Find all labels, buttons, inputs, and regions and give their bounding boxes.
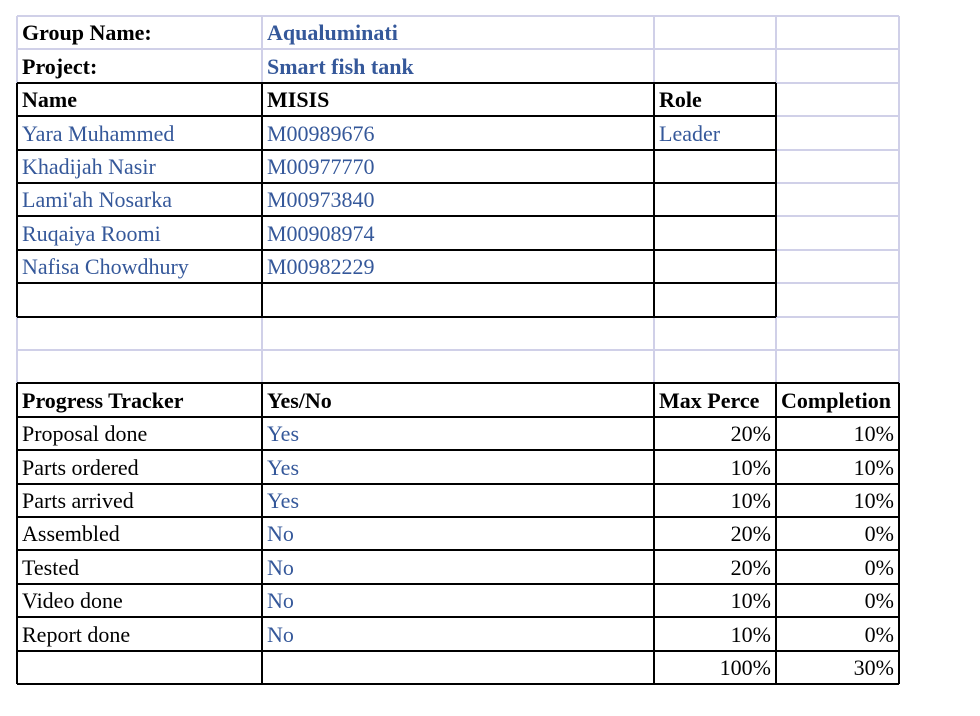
task-completion-text: 0% [864, 622, 894, 647]
task-completion[interactable] [776, 584, 899, 617]
progress-header-text: Progress Tracker [22, 388, 184, 413]
member-name[interactable] [17, 250, 262, 283]
grid-line [17, 349, 899, 351]
task-completion[interactable] [776, 450, 899, 484]
task-name-text: Assembled [22, 521, 120, 546]
task-completion-text: 0% [864, 588, 894, 613]
task-max-percent-text: 20% [730, 421, 771, 446]
task-status-text: No [267, 555, 294, 580]
group-name-label[interactable] [17, 16, 262, 49]
task-status[interactable] [262, 617, 654, 651]
task-status[interactable] [262, 450, 654, 484]
member-name[interactable] [17, 116, 262, 150]
task-completion[interactable] [776, 517, 899, 550]
task-status[interactable] [262, 584, 654, 617]
progress-header-text: Completion [781, 388, 891, 413]
member-misis[interactable] [262, 250, 654, 283]
member-name-text: Lami'ah Nosarka [22, 187, 172, 212]
member-misis[interactable] [262, 150, 654, 183]
member-misis[interactable] [262, 116, 654, 150]
task-completion[interactable] [776, 417, 899, 450]
project-value[interactable] [262, 49, 654, 83]
task-completion-text: 10% [853, 455, 894, 480]
task-completion-text: 0% [864, 521, 894, 546]
member-role[interactable] [654, 150, 776, 183]
task-completion-text: 10% [853, 488, 894, 513]
task-completion[interactable] [776, 484, 899, 517]
total-max-percent[interactable] [654, 651, 776, 684]
task-status-text: Yes [267, 421, 300, 446]
member-misis-text: M00973840 [267, 187, 375, 212]
task-name-text: Proposal done [22, 421, 148, 446]
task-name[interactable] [17, 550, 262, 584]
task-max-percent[interactable] [654, 450, 776, 484]
task-name-text: Video done [22, 588, 123, 613]
task-name-text: Report done [22, 622, 131, 647]
member-name[interactable] [17, 183, 262, 216]
member-misis-text: M00982229 [267, 254, 375, 279]
task-name[interactable] [17, 484, 262, 517]
progress-header-text: Yes/No [267, 388, 332, 413]
progress-header-text: Max Perce [659, 388, 760, 413]
group-name-value[interactable] [262, 16, 654, 49]
member-name-text: Nafisa Chowdhury [22, 254, 189, 279]
task-status-text: No [267, 521, 294, 546]
task-status-text: Yes [267, 488, 300, 513]
member-name-text: Ruqaiya Roomi [22, 221, 161, 246]
task-max-percent[interactable] [654, 517, 776, 550]
task-status[interactable] [262, 484, 654, 517]
task-completion[interactable] [776, 550, 899, 584]
member-role[interactable] [654, 116, 776, 150]
members-header[interactable] [262, 83, 654, 116]
member-name-text: Khadijah Nasir [22, 154, 156, 179]
project-value-text: Smart fish tank [267, 54, 414, 79]
task-max-percent[interactable] [654, 417, 776, 450]
task-max-percent[interactable] [654, 617, 776, 651]
members-header[interactable] [17, 83, 262, 116]
project-label[interactable] [17, 49, 262, 83]
task-completion[interactable] [776, 617, 899, 651]
members-header-text: Role [659, 87, 702, 112]
progress-header[interactable] [654, 383, 776, 417]
task-max-percent-text: 20% [730, 555, 771, 580]
task-max-percent-text: 10% [730, 622, 771, 647]
progress-header[interactable] [776, 383, 899, 417]
task-status-text: No [267, 588, 294, 613]
task-max-percent-text: 10% [730, 455, 771, 480]
task-name-text: Tested [22, 555, 80, 580]
total-completion[interactable] [776, 651, 899, 684]
project-label-text: Project: [22, 54, 98, 79]
task-max-percent-text: 10% [730, 488, 771, 513]
member-misis[interactable] [262, 183, 654, 216]
member-name[interactable] [17, 216, 262, 250]
task-max-percent[interactable] [654, 550, 776, 584]
total-completion-text: 30% [853, 655, 894, 680]
task-status[interactable] [262, 550, 654, 584]
task-max-percent-text: 10% [730, 588, 771, 613]
task-name[interactable] [17, 417, 262, 450]
task-name[interactable] [17, 517, 262, 550]
task-max-percent[interactable] [654, 584, 776, 617]
task-max-percent-text: 20% [730, 521, 771, 546]
task-status-text: Yes [267, 455, 300, 480]
member-name-text: Yara Muhammed [22, 121, 175, 146]
task-status[interactable] [262, 517, 654, 550]
member-role[interactable] [654, 216, 776, 250]
total-max-percent-text: 100% [719, 655, 771, 680]
members-header[interactable] [654, 83, 776, 116]
members-header-text: MISIS [267, 87, 330, 112]
member-role-text: Leader [659, 121, 721, 146]
task-name-text: Parts arrived [22, 488, 134, 513]
member-misis-text: M00977770 [267, 154, 375, 179]
member-misis-text: M00908974 [267, 221, 375, 246]
members-header-text: Name [22, 87, 77, 112]
group-name-value-text: Aqualuminati [267, 20, 398, 45]
task-status[interactable] [262, 417, 654, 450]
task-name[interactable] [17, 584, 262, 617]
task-completion-text: 0% [864, 555, 894, 580]
member-name[interactable] [17, 150, 262, 183]
task-max-percent[interactable] [654, 484, 776, 517]
member-misis[interactable] [262, 216, 654, 250]
task-name-text: Parts ordered [22, 455, 139, 480]
task-name[interactable] [17, 617, 262, 651]
group-name-label-text: Group Name: [22, 20, 152, 45]
member-role[interactable] [654, 183, 776, 216]
task-completion-text: 10% [853, 421, 894, 446]
task-status-text: No [267, 622, 294, 647]
progress-header[interactable] [17, 383, 262, 417]
member-misis-text: M00989676 [267, 121, 375, 146]
task-name[interactable] [17, 450, 262, 484]
grid-line [17, 316, 776, 318]
progress-header[interactable] [262, 383, 654, 417]
member-role[interactable] [654, 250, 776, 283]
